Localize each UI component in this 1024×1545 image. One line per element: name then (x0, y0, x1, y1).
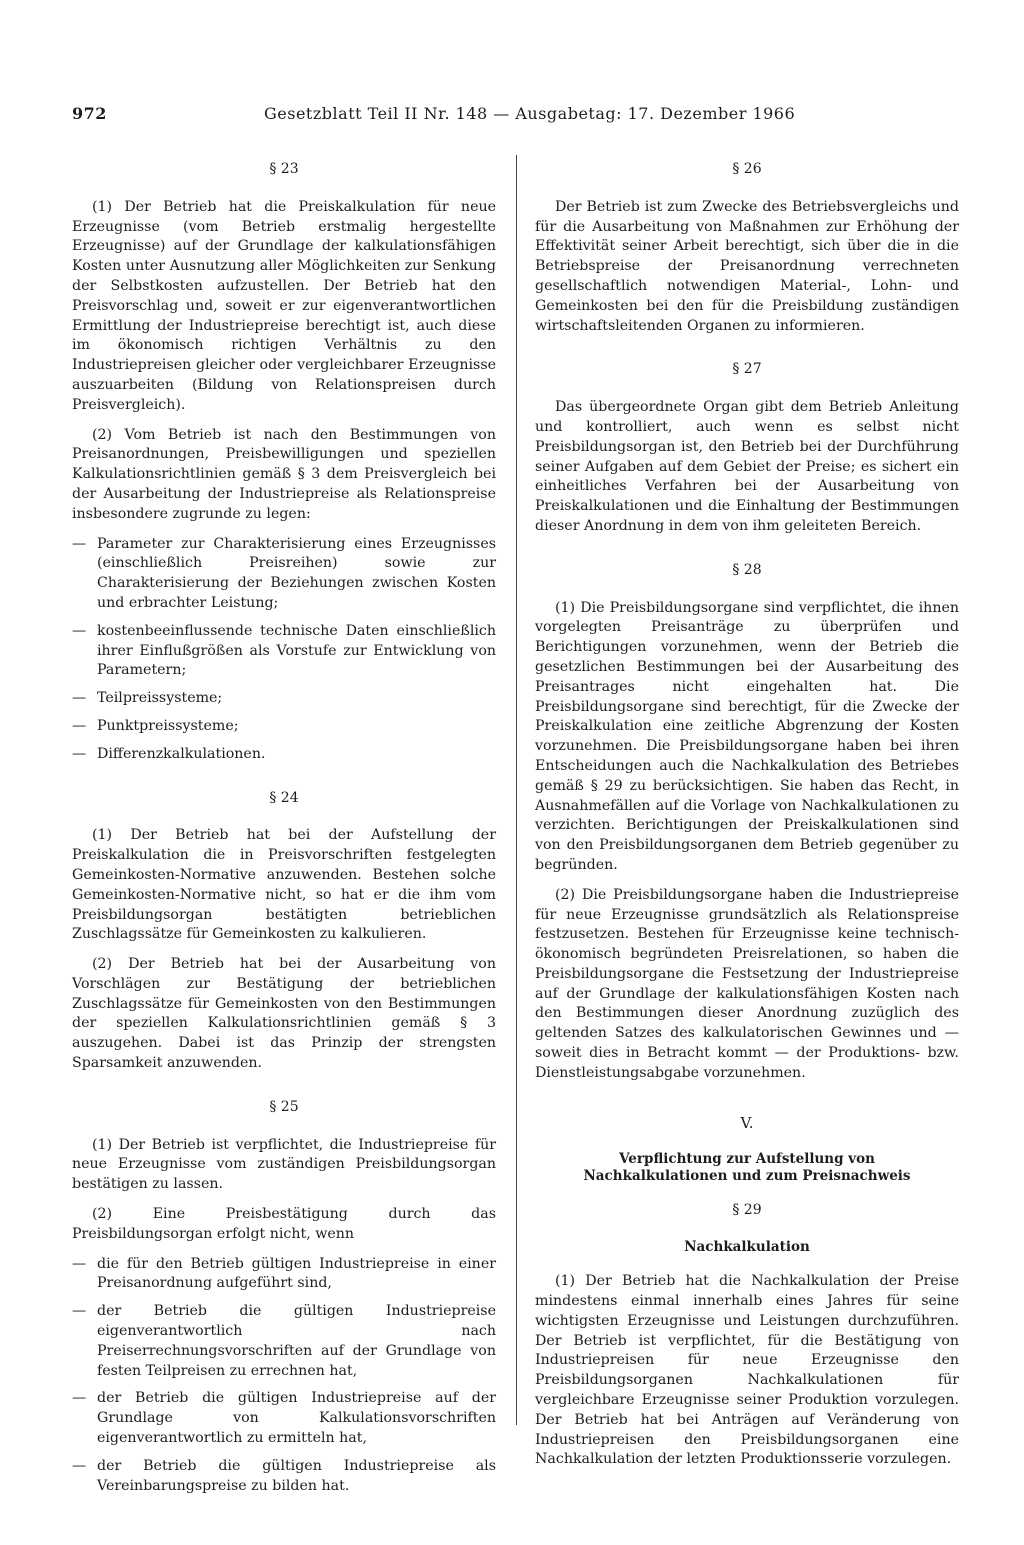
list-item: — Parameter zur Charakterisierung eines Erzeugnisses (einschließlich Preisreihen) sowie zur Charakterisierung der Beziehungen zwischen Kosten und erbrachter Leistung; (72, 535, 496, 614)
section-27-paragraph-1: Das übergeordnete Organ gibt dem Betrieb Anleitung und kontrolliert, auch wenn es selbst nicht Preisbildungsorgan ist, den Betrieb bei der Durchführung seiner Aufgaben auf dem Gebiet der Preise; es sichert ein einheitliches Verfahren bei der Ausarbeitung von Preiskalkulationen und die Einhaltung der Bestimmungen dieser Anordnung in dem von ihm geleiteten Bereich. (535, 399, 959, 534)
section-27-title: § 27 (732, 361, 762, 378)
section-23-paragraph-1: (1) Der Betrieb hat die Preiskalkulation für neue Erzeugnisse (vom Betrieb erstmalig hergestellte Erzeugnisse) auf der Grundlage der kalkulationsfähigen Kosten unter Ausnutzung aller Möglichkeiten zur Senkung der Selbstkosten aufzustellen. Der Betrieb hat den Preisvorschlag und, soweit er zur eigenverantwortlichen Ermittlung der Industriepreise berechtigt ist, auch diese im ökonomisch richtigen Verhältnis zu den Industriepreisen gleicher oder vergleichbarer Erzeugnisse auszuarbeiten (Bildung von Relationspreisen durch Preisvergleich). (72, 198, 496, 413)
section-29-title: § 29 (732, 1202, 762, 1219)
section-25-list (72, 1255, 496, 1497)
section-24-paragraph-1: (1) Der Betrieb hat bei der Aufstellung der Preiskalkulation die in Preisvorschriften festgelegten Gemeinkosten-Normative anzuwenden. Bestehen solche Gemeinkosten-Normative nicht, so hat er die ihm vom Preisbildungsorgan bestätigten betrieblichen Zuschlagssätze für Gemeinkosten zu kalkulieren. (72, 827, 496, 943)
list-item: — der Betrieb die gültigen Industriepreise auf der Grundlage von Kalkulationsvorschriften eigenverantwortlich zu ermitteln hat, (72, 1389, 496, 1448)
part-v-numeral: V. (740, 1113, 754, 1132)
page-header (72, 104, 962, 128)
section-28-paragraph-1: (1) Die Preisbildungsorgane sind verpflichtet, die ihnen vorgelegten Preisanträge zu überprüfen und Berichtigungen vorzunehmen, wenn der Betrieb die gesetzlichen Bestimmungen bei der Ausarbeitung des Preisantrages nicht eingehalten hat. Die Preisbildungsorgane sind berechtigt, für die Zwecke der Preiskalkulation eine zeitliche Abgrenzung der Kosten vorzunehmen. Die Preisbildungsorgane haben bei ihren Entscheidungen auch die Nachkalkulation des Betriebes gemäß § 29 zu berücksichtigen. Sie haben das Recht, in Ausnahmefällen auf die Vorlage von Nachkalkulationen zu verzichten. Berichtigungen der Preiskalkulationen sind von den Preisbildungsorganen dem Betrieb gegenüber zu begründen. (535, 599, 959, 873)
part-v-heading: Verpflichtung zur Aufstellung von Nachkalkulationen und zum Preisnachweis (583, 1151, 911, 1185)
section-29-subtitle: Nachkalkulation (684, 1239, 810, 1256)
section-26-title: § 26 (732, 161, 762, 177)
section-28-paragraph-2: (2) Die Preisbildungsorgane haben die Industriepreise für neue Erzeugnisse grundsätzlich als Relationspreise festzusetzen. Bestehen für Erzeugnisse keine technisch-ökonomisch begründeten Preisrelationen, so haben die Preisbildungsorgane die Festsetzung der Industriepreise auf der Grundlage der kalkulationsfähigen Kosten nach den Bestimmungen dieser Anordnung zuzüglich des geltenden Satzes des kalkulatorischen Gewinnes und — soweit dies in Betracht kommt — der Produktions- bzw. Dienstleistungsabgabe vorzunehmen. (535, 886, 959, 1081)
section-25-title: § 25 (269, 1098, 299, 1115)
section-24-title: § 24 (269, 789, 299, 806)
section-23-list (72, 535, 496, 765)
section-25-paragraph-1: (1) Der Betrieb ist verpflichtet, die Industriepreise für neue Erzeugnisse vom zuständigen Preisbildungsorgan bestätigen zu lassen. (72, 1136, 496, 1193)
list-item: — Differenzkalkulationen. (72, 745, 496, 765)
section-23-title: § 23 (269, 161, 299, 177)
right-column (535, 160, 959, 1480)
section-25-paragraph-2: (2) Eine Preisbestätigung durch das Preisbildungsorgan erfolgt nicht, wenn (72, 1206, 496, 1242)
list-item: — der Betrieb die gültigen Industriepreise als Vereinbarungspreise zu bilden hat. (72, 1457, 496, 1497)
section-29-paragraph-1: (1) Der Betrieb hat die Nachkalkulation der Preise mindestens einmal innerhalb eines Jahres für seine wichtigsten Erzeugnisse und Leistungen durchzuführen. Der Betrieb ist verpflichtet, für die Bestätigung von Industriepreisen für neue Erzeugnisse den Preisbildungsorganen Nachkalkulationen für vergleichbare Erzeugnisse seiner Produktion vorzulegen. Der Betrieb hat bei Anträgen auf Veränderung von Industriepreisen den Preisbildungsorganen eine Nachkalkulation der letzten Produktionsserie vorzulegen. (535, 1273, 959, 1468)
running-title: Gesetzblatt Teil II Nr. 148 — Ausgabetag: 17. Dezember 1966 (264, 104, 796, 123)
list-item: — die für den Betrieb gültigen Industriepreise in einer Preisanordnung aufgeführt sind, (72, 1255, 496, 1295)
list-item: — Punktpreissysteme; (72, 717, 496, 737)
list-item: — der Betrieb die gültigen Industriepreise eigenverantwortlich nach Preiserrechnungsvorschriften auf der Grundlage von festen Teilpreisen zu errechnen hat, (72, 1302, 496, 1381)
section-23-paragraph-2: (2) Vom Betrieb ist nach den Bestimmungen von Preisanordnungen, Preisbewilligungen und speziellen Kalkulationsrichtlinien gemäß § 3 dem Preisvergleich bei der Ausarbeitung der Industriepreise als Relationspreise insbesondere zugrunde zu legen: (72, 426, 496, 522)
section-28-title: § 28 (732, 561, 762, 578)
column-divider (516, 155, 517, 1425)
left-column (72, 160, 496, 1506)
section-26-paragraph-1: Der Betrieb ist zum Zwecke des Betriebsvergleichs und für die Ausarbeitung von Maßnahmen zur Erhöhung der Effektivität seiner Arbeit berechtigt, sich über die in die Betriebspreise der Preisanordnung verrechneten gesellschaftlich notwendigen Material-, Lohn- und Gemeinkosten bei den für die Preisbildung zuständigen wirtschaftsleitenden Organen zu informieren. (535, 198, 959, 334)
page-number: 972 (72, 104, 107, 123)
list-item: — Teilpreissysteme; (72, 689, 496, 709)
list-item: — kostenbeeinflussende technische Daten einschließlich ihrer Einflußgrößen als Vorstufe zur Entwicklung von Parametern; (72, 622, 496, 681)
section-24-paragraph-2: (2) Der Betrieb hat bei der Ausarbeitung von Vorschlägen zur Bestätigung der betrieblichen Zuschlagssätze für Gemeinkosten von den Bestimmungen der speziellen Kalkulationsrichtlinien gemäß § 3 auszugehen. Dabei ist das Prinzip der strengsten Sparsamkeit anzuwenden. (72, 956, 496, 1072)
